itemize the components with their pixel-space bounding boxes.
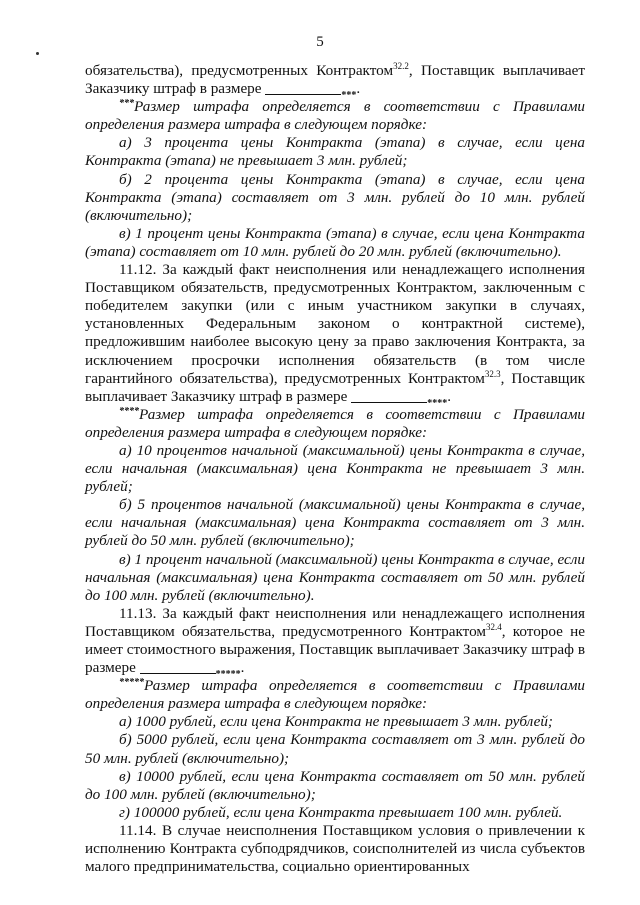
- list-item: [85, 551, 585, 605]
- footnote-mark: ****: [119, 405, 139, 417]
- list-item-text: а) 1000 рублей, если цена Контракта не превышает 3 млн. рублей;: [119, 713, 553, 731]
- fine-amount-blank: [140, 661, 216, 674]
- paragraph-text: 11.12. За каждый факт неисполнения или ненадлежащего исполнения Поставщиком обязательств, предусмотренных Контрактом, заключенным с победителем закупки (или с иным участником закупки в случаях, установленных Федеральным законом о контрактной системе), предложившим наиболее высокую цену за право заключения Контракта, за исключением просрочки исполнения обязательств (в том числе гарантийного обязательства), предусмотренных Контрактом: [85, 261, 585, 387]
- list-item: [85, 134, 585, 170]
- footnote-ref-stars: ****: [427, 397, 448, 409]
- page-number: 5: [316, 34, 324, 50]
- footnote-text: Размер штрафа определяется в соответствии с Правилами определения размера штрафа в следующем порядке:: [85, 98, 585, 134]
- fine-amount-blank: [351, 390, 427, 403]
- scan-speck: [36, 52, 39, 55]
- contract-reference-sup: 32.4: [486, 621, 502, 632]
- list-item-text: а) 10 процентов начальной (максимальной) цены Контракта в случае, если начальная (максимальная) цена Контракта не превышает 3 млн. рублей;: [85, 441, 585, 496]
- list-item: [85, 713, 585, 731]
- footnote-mark: ***: [119, 98, 134, 110]
- document-body: [85, 62, 585, 876]
- paragraph-text-cont: , Поставщик выплачивает Заказчику штраф в размере: [85, 62, 585, 98]
- list-item-text: б) 2 процента цены Контракта (этапа) в случае, если цена Контракта (этапа) составляет от 3 млн. рублей до 10 млн. рублей (включительно);: [85, 170, 585, 224]
- list-item-text: а) 3 процента цены Контракта (этапа) в случае, если цена Контракта (этапа) не превышает 3 млн. рублей;: [85, 134, 585, 170]
- list-item-text: б) 5000 рублей, если цена Контракта составляет от 3 млн. рублей до 50 млн. рублей (включительно);: [85, 731, 585, 767]
- paragraph-text: 11.14. В случае неисполнения Поставщиком условия о привлечении к исполнению Контракта субподрядчиков, соисполнителей из числа субъектов малого предпринимательства, социально ориентированных: [85, 821, 585, 876]
- footnote-mark: *****: [119, 677, 144, 689]
- list-item: [85, 171, 585, 225]
- list-item: [85, 442, 585, 496]
- paragraph-text: 11.13. За каждый факт неисполнения или ненадлежащего исполнения Поставщиком обязательства, предусмотренного Контрактом: [85, 604, 585, 640]
- list-item-text: б) 5 процентов начальной (максимальной) цены Контракта в случае, если начальная (максимальная) цена Контракта составляет от 3 млн. рублей до 50 млн. рублей (включительно);: [85, 496, 585, 550]
- footnote-ref-stars: ***: [341, 90, 357, 102]
- footnote-paragraph: [85, 406, 585, 442]
- contract-reference-sup: 32.2: [393, 61, 409, 71]
- contract-reference-sup: 32.3: [484, 368, 501, 379]
- paragraph-end: .: [240, 659, 245, 677]
- list-item: [85, 496, 585, 550]
- list-item-text: в) 1 процент цены Контракта (этапа) в случае, если цена Контракта (этапа) составляет от 10 млн. рублей до 20 млн. рублей (включительно).: [85, 224, 585, 260]
- footnote-ref-stars: *****: [215, 669, 241, 681]
- footnote-text: Размер штрафа определяется в соответствии с Правилами определения размера штрафа в следующем порядке:: [85, 677, 585, 713]
- list-item: [85, 768, 585, 804]
- paragraph: [85, 822, 585, 876]
- fine-amount-blank: [265, 82, 341, 95]
- paragraph: [85, 604, 586, 681]
- list-item-text: в) 10000 рублей, если цена Контракта составляет от 50 млн. рублей до 100 млн. рублей (включительно);: [85, 767, 585, 803]
- footnote-paragraph: [85, 677, 585, 713]
- list-item: [85, 731, 585, 767]
- paragraph-end: .: [447, 387, 451, 405]
- list-item-text: г) 100000 рублей, если цена Контракта превышает 100 млн. рублей.: [119, 803, 563, 821]
- paragraph-text-cont: , Поставщик выплачивает Заказчику штраф в размере: [85, 369, 585, 405]
- paragraph: [85, 261, 585, 409]
- list-item-text: в) 1 процент начальной (максимальной) цены Контракта в случае, если начальная (максимальная) цена Контракта составляет от 50 млн. рублей до 100 млн. рублей (включительно).: [85, 550, 585, 604]
- paragraph-text-cont: , которое не имеет стоимостного выражения, Поставщик выплачивает Заказчику штраф в размере: [85, 622, 586, 677]
- paragraph-end: .: [356, 80, 361, 98]
- paragraph-text: обязательства), предусмотренных Контрактом: [85, 62, 394, 79]
- paragraph: [85, 61, 585, 102]
- footnote-paragraph: [85, 98, 585, 134]
- list-item: [85, 225, 585, 261]
- list-item: [85, 804, 585, 822]
- footnote-text: Размер штрафа определяется в соответствии с Правилами определения размера штрафа в следующем порядке:: [85, 405, 585, 441]
